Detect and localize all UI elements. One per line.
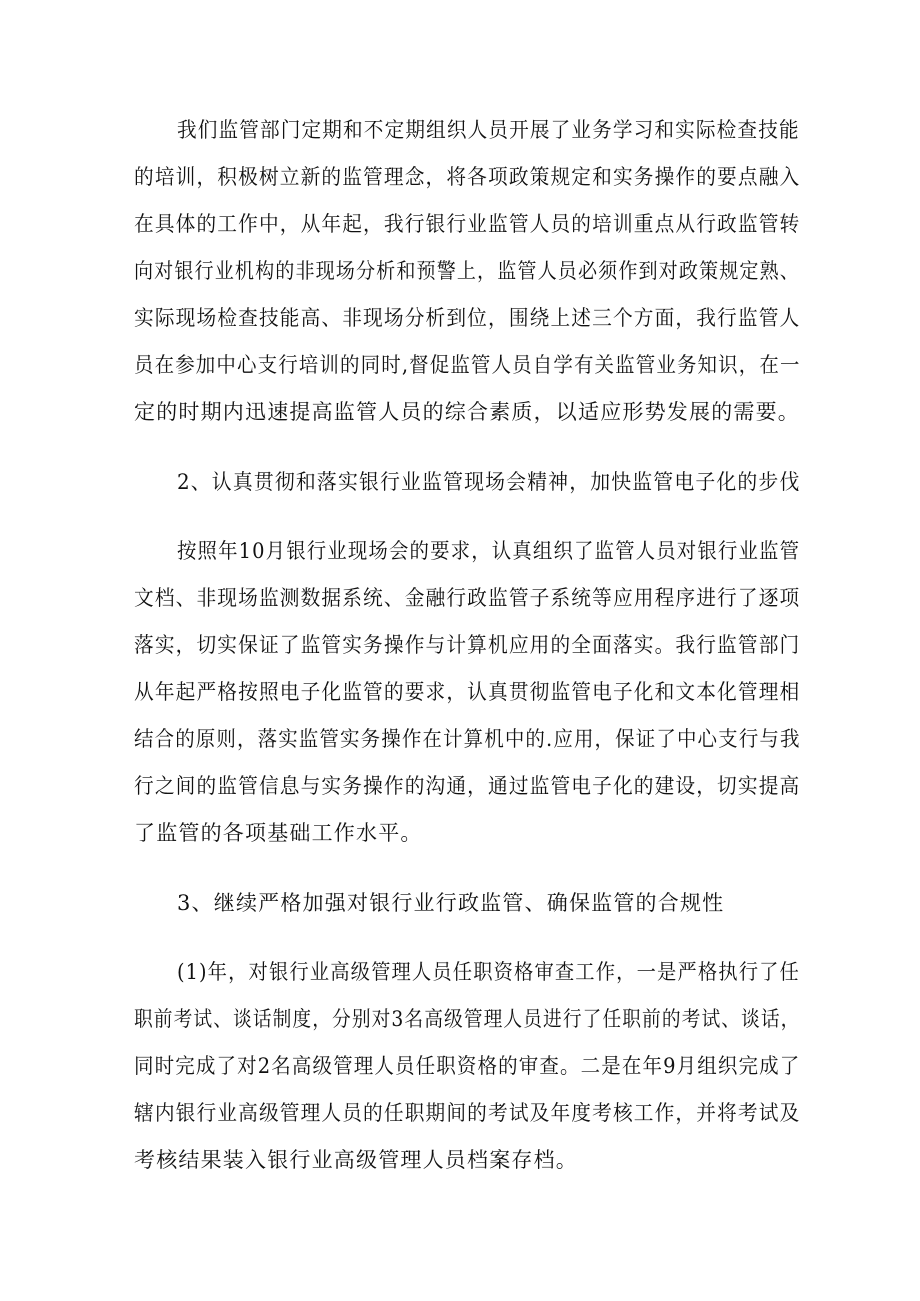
paragraph-1-line-4: 向对银行业机构的非现场分析和预警上，监管人员必须作到对政策规定熟、 [134, 259, 800, 283]
paragraph-3-line-1: (1)年，对银行业高级管理人员任职资格审查工作，一是严格执行了任 [177, 960, 800, 984]
paragraph-2-line-3: 落实，切实保证了监管实务操作与计算机应用的全面落实。我行监管部门 [134, 633, 801, 657]
paragraph-2-line-7: 了监管的各项基础工作水平。 [134, 821, 423, 845]
paragraph-1-line-7: 定的时期内迅速提高监管人员的综合素质，以适应形势发展的需要。 [134, 400, 800, 424]
paragraph-3-line-3: 同时完成了对2名高级管理人员任职资格的审查。二是在年9月组织完成了 [134, 1054, 801, 1078]
paragraph-2-line-6: 行之间的监管信息与实务操作的沟通，通过监管电子化的建设，切实提高 [134, 774, 801, 798]
paragraph-3-line-4: 辖内银行业高级管理人员的任职期间的考试及年度考核工作，并将考试及 [134, 1101, 801, 1125]
paragraph-1-line-1: 我们监管部门定期和不定期组织人员开展了业务学习和实际检查技能 [177, 118, 800, 142]
section-heading-2: 2、认真贯彻和落实银行业监管现场会精神，加快监管电子化的步伐 [177, 470, 801, 494]
paragraph-3-line-5: 考核结果装入银行业高级管理人员档案存档。 [134, 1148, 578, 1172]
paragraph-2-line-4: 从年起严格按照电子化监管的要求，认真贯彻监管电子化和文本化管理相 [134, 680, 801, 704]
paragraph-3-line-2: 职前考试、谈话制度，分别对3名高级管理人员进行了任职前的考试、谈话， [134, 1007, 801, 1031]
paragraph-1-line-2: 的培训，积极树立新的监管理念，将各项政策规定和实务操作的要点融入 [134, 165, 801, 189]
paragraph-1-line-3: 在具体的工作中，从年起，我行银行业监管人员的培训重点从行政监管转 [134, 212, 801, 236]
section-heading-3: 3、继续严格加强对银行业行政监管、确保监管的合规性 [177, 891, 725, 915]
paragraph-2-line-2: 文档、非现场监测数据系统、金融行政监管子系统等应用程序进行了逐项 [134, 586, 801, 610]
paragraph-1-line-6: 员在参加中心支行培训的同时,督促监管人员自学有关监管业务知识，在一 [134, 353, 801, 377]
paragraph-1-line-5: 实际现场检查技能高、非现场分析到位，围绕上述三个方面，我行监管人 [134, 306, 801, 330]
paragraph-2-line-1: 按照年10月银行业现场会的要求，认真组织了监管人员对银行业监管 [177, 539, 801, 563]
paragraph-2-line-5: 结合的原则，落实监管实务操作在计算机中的.应用，保证了中心支行与我 [134, 727, 801, 751]
